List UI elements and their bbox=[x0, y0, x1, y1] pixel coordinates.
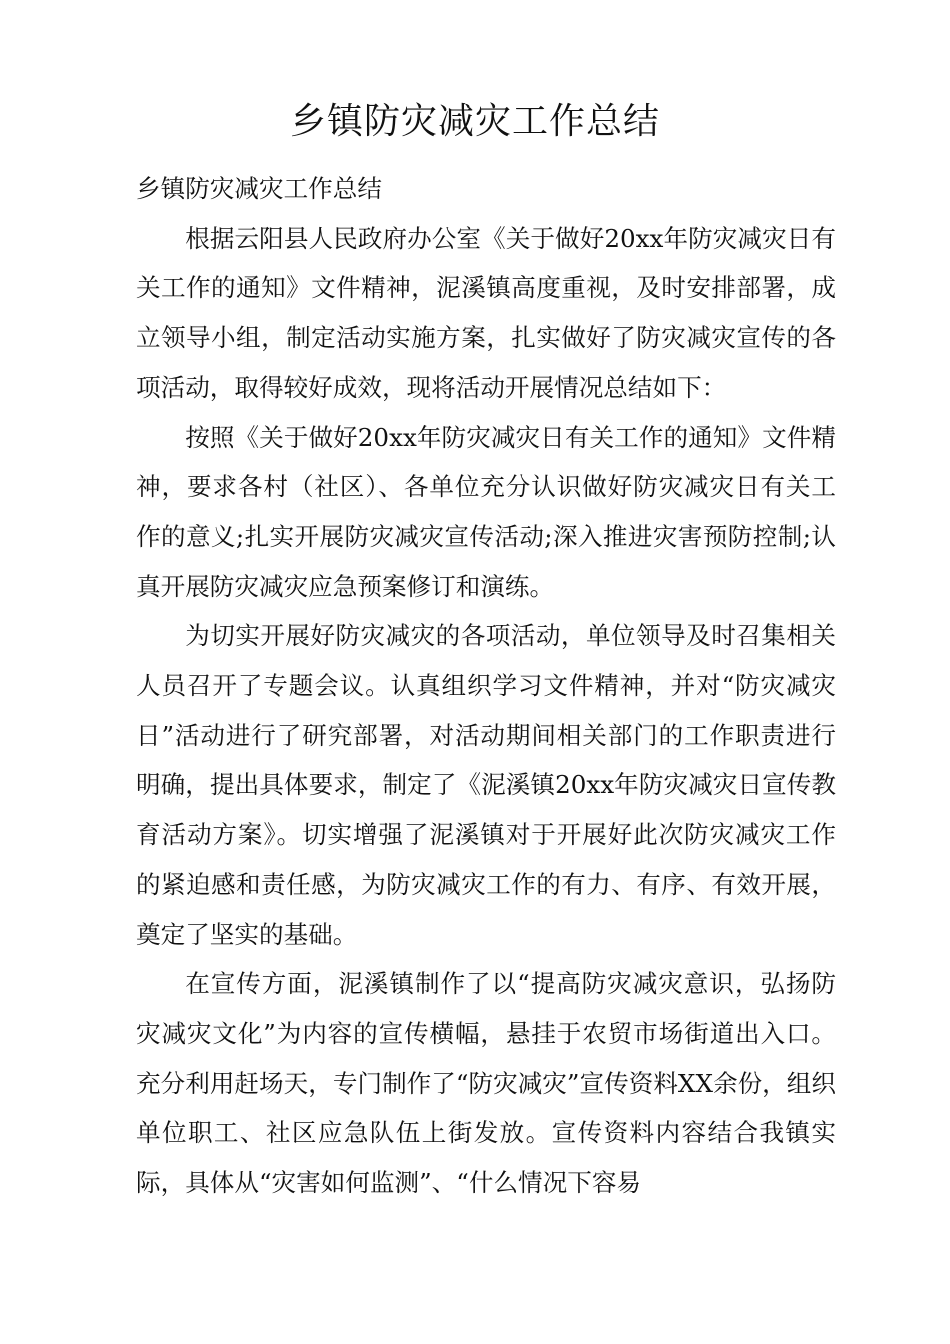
document-title: 乡镇防灾减灾工作总结 bbox=[289, 101, 660, 142]
paragraph-4: 在宣传方面，泥溪镇制作了以“提高防灾减灾意识，弘扬防灾减灾文化”为内容的宣传横幅，悬挂于农贸市场街道出入口。充分利用赶场天，专门制作了“防灾减灾”宣传资料XX余份，组织单位职工、社区应急队伍上街发放。宣传资料内容结合我镇实际，具体从“灾害如何监测”、“什么情况下容易 bbox=[136, 969, 836, 1198]
paragraph-2: 按照《关于做好20xx年防灾减灾日有关工作的通知》文件精神，要求各村（社区）、各单位充分认识做好防灾减灾日有关工作的意义;扎实开展防灾减灾宣传活动;深入推进灾害预防控制;认真开展防灾减灾应急预案修订和演练。 bbox=[136, 422, 836, 601]
paragraph-3: 为切实开展好防灾减灾的各项活动，单位领导及时召集相关人员召开了专题会议。认真组织学习文件精神，并对“防灾减灾日”活动进行了研究部署，对活动期间相关部门的工作职责进行明确，提出具体要求，制定了《泥溪镇20xx年防灾减灾日宣传教育活动方案》。切实增强了泥溪镇对于开展好此次防灾减灾工作的紧迫感和责任感，为防灾减灾工作的有力、有序、有效开展，奠定了坚实的基础。 bbox=[136, 621, 836, 949]
document-subtitle: 乡镇防灾减灾工作总结 bbox=[136, 174, 382, 203]
paragraph-1: 根据云阳县人民政府办公室《关于做好20xx年防灾减灾日有关工作的通知》文件精神，泥溪镇高度重视，及时安排部署，成立领导小组，制定活动实施方案，扎实做好了防灾减灾宣传的各项活动，取得较好成效，现将活动开展情况总结如下： bbox=[136, 223, 836, 402]
document-body bbox=[136, 164, 836, 1208]
